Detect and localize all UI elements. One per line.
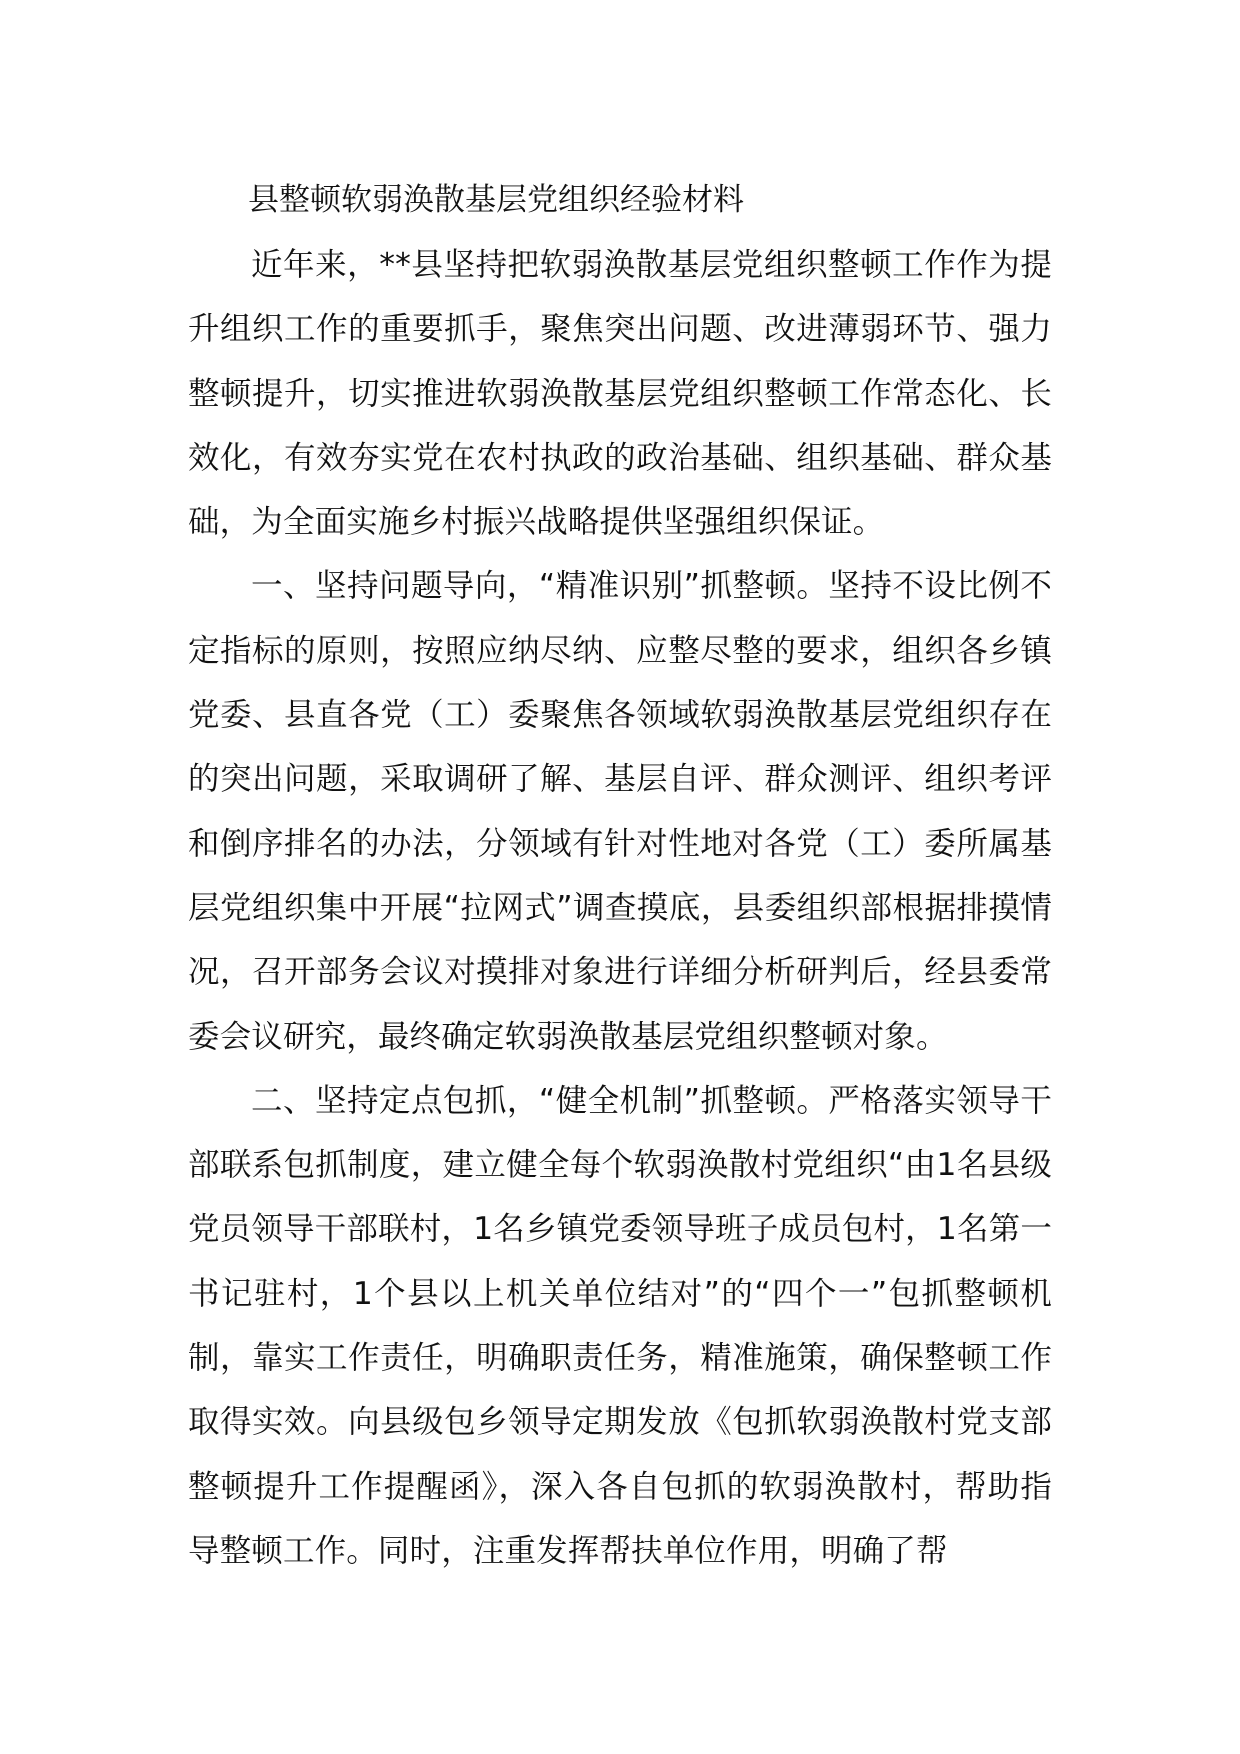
- document-title: 县整顿软弱涣散基层党组织经验材料: [248, 182, 744, 218]
- paragraph-intro: 近年来，**县坚持把软弱涣散基层党组织整顿工作作为提升组织工作的重要抓手，聚焦突出问题、改进薄弱环节、强力整顿提升，切实推进软弱涣散基层党组织整顿工作常态化、长效化，有效夯实党在农村执政的政治基础、组织基础、群众基础，为全面实施乡村振兴战略提供坚强组织保证。: [188, 247, 1052, 541]
- document-body: [188, 174, 1052, 1583]
- paragraph-section-2: 二、坚持定点包抓，“健全机制”抓整顿。严格落实领导干部联系包抓制度，建立健全每个软弱涣散村党组织“由1名县级党员领导干部联村，1名乡镇党委领导班子成员包村，1名第一书记驻村，1个县以上机关单位结对”的“四个一”包抓整顿机制，靠实工作责任，明确职责任务，精准施策，确保整顿工作取得实效。向县级包乡领导定期发放《包抓软弱涣散村党支部整顿提升工作提醒函》，深入各自包抓的软弱涣散村，帮助指导整顿工作。同时，注重发挥帮扶单位作用，明确了帮: [188, 1082, 1052, 1569]
- paragraph-section-1: 一、坚持问题导向，“精准识别”抓整顿。坚持不设比例不定指标的原则，按照应纳尽纳、应整尽整的要求，组织各乡镇党委、县直各党（工）委聚焦各领域软弱涣散基层党组织存在的突出问题，采取调研了解、基层自评、群众测评、组织考评和倒序排名的办法，分领域有针对性地对各党（工）委所属基层党组织集中开展“拉网式”调查摸底，县委组织部根据排摸情况，召开部务会议对摸排对象进行详细分析研判后，经县委常委会议研究，最终确定软弱涣散基层党组织整顿对象。: [188, 568, 1052, 1055]
